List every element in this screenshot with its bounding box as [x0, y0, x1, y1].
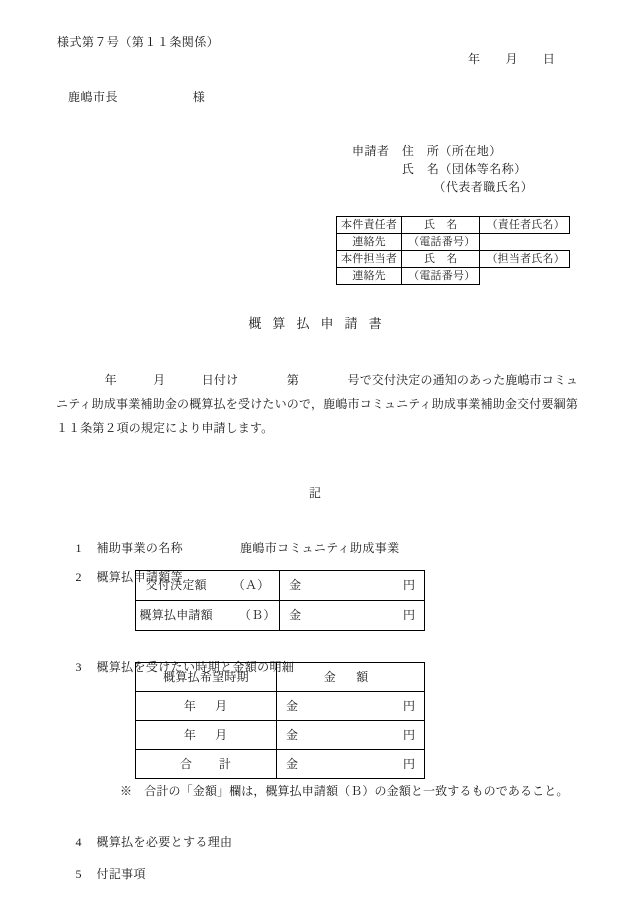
- item-1-value: 鹿嶋市コミュニティ助成事業: [239, 541, 400, 555]
- date-line: 年 月 日: [468, 52, 556, 66]
- page-title: [0, 313, 630, 332]
- schedule-period-cell[interactable]: 年 月: [136, 692, 277, 721]
- schedule-total-label: 合 計: [136, 750, 277, 779]
- currency-suffix: 円: [402, 608, 415, 622]
- item-2-label: 概算払申請額等: [96, 570, 183, 584]
- contact-table: [336, 216, 570, 285]
- currency-prefix: 金: [285, 728, 298, 742]
- item-2-number: 2: [75, 570, 82, 584]
- currency-prefix: 金: [285, 757, 298, 771]
- item-5: [62, 850, 146, 897]
- schedule-period-cell[interactable]: 年 月: [136, 721, 277, 750]
- table-row: [136, 750, 425, 779]
- form-code: 様式第７号（第１１条関係）: [57, 35, 220, 49]
- item-1-number: 1: [75, 541, 82, 555]
- addressee-line: 鹿嶋市長 様: [68, 90, 206, 104]
- schedule-period-header: 概算払希望時期: [136, 663, 277, 692]
- applicant-name-line: 氏 名（団体等名称）: [352, 162, 527, 176]
- item-5-label: 付記事項: [96, 867, 146, 881]
- payment-schedule-table: [135, 662, 425, 779]
- amount-label-code: （Ｂ）: [238, 608, 276, 622]
- currency-suffix: 円: [402, 728, 415, 742]
- schedule-amount-header: 金 額: [276, 663, 424, 692]
- amount-value-cell[interactable]: [280, 571, 425, 601]
- contact-role: 本件担当者: [337, 251, 402, 268]
- item-4-number: 4: [75, 835, 82, 849]
- body-paragraph: 年 月 日付け 第 号で交付決定の通知のあった鹿嶋市コミュニティ助成事業補助金の概算払を受けたいので，鹿嶋市コミュニティ助成事業補助金交付要綱第１１条第２項の規定により申請します。: [56, 373, 578, 435]
- table-row: [337, 251, 570, 268]
- contact-value: （責任者氏名）: [480, 217, 570, 234]
- currency-suffix: 円: [402, 699, 415, 713]
- schedule-amount-cell[interactable]: [276, 721, 424, 750]
- amount-row-label: [136, 601, 280, 631]
- item-4-label: 概算払を必要とする理由: [96, 835, 233, 849]
- amount-label-code: （Ａ）: [232, 578, 270, 592]
- applicant-block: [352, 142, 533, 196]
- contact-value: （担当者氏名）: [480, 251, 570, 268]
- table-header-row: [136, 663, 425, 692]
- currency-suffix: 円: [402, 757, 415, 771]
- currency-prefix: 金: [285, 699, 298, 713]
- table-note: ※ 合計の「金額」欄は，概算払申請額（Ｂ）の金額と一致するものであること。: [120, 784, 569, 798]
- table-row: [337, 217, 570, 234]
- amount-row-label: [136, 571, 280, 601]
- table-row: [136, 692, 425, 721]
- table-row: [337, 234, 570, 251]
- contact-field: 氏 名: [402, 217, 480, 234]
- table-row: [136, 571, 425, 601]
- amount-value-cell[interactable]: [280, 601, 425, 631]
- table-row: [136, 601, 425, 631]
- schedule-amount-cell[interactable]: [276, 692, 424, 721]
- applicant-representative-line: （代表者職氏名）: [352, 180, 534, 194]
- contact-value: （電話番号）: [402, 234, 480, 251]
- applicant-address-line: 申請者 住 所（所在地）: [352, 144, 502, 158]
- contact-field: 連絡先: [337, 234, 402, 251]
- item-3-label: 概算払を受けたい時期と金額の明細: [96, 660, 295, 674]
- contact-role: 本件責任者: [337, 217, 402, 234]
- item-3-number: 3: [75, 660, 82, 674]
- item-1-label: 補助事業の名称: [96, 541, 183, 555]
- table-row: [337, 268, 570, 285]
- table-row: [136, 721, 425, 750]
- schedule-total-cell[interactable]: [276, 750, 424, 779]
- item-5-number: 5: [75, 867, 82, 881]
- ki-mark: 記: [308, 486, 321, 500]
- currency-prefix: 金: [289, 608, 302, 622]
- amount-label-text: 交付決定額: [145, 578, 207, 592]
- contact-field: 氏 名: [402, 251, 480, 268]
- amount-label-text: 概算払申請額: [139, 608, 213, 622]
- application-amount-table: [135, 570, 425, 631]
- contact-field: 連絡先: [337, 268, 402, 285]
- currency-prefix: 金: [289, 578, 302, 592]
- doc-title-text: 概算払申請書: [248, 316, 393, 331]
- contact-value: （電話番号）: [402, 268, 480, 285]
- currency-suffix: 円: [402, 578, 415, 592]
